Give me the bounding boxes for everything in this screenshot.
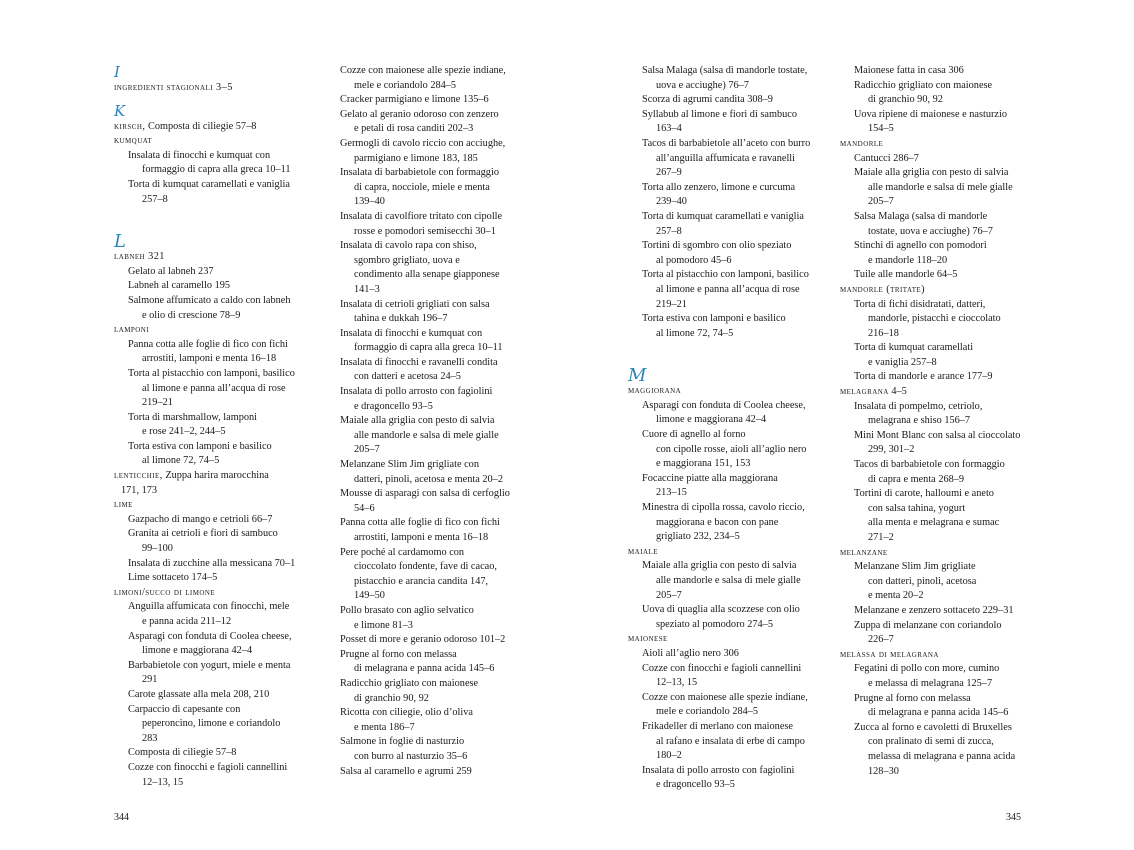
index-subentry: Uova ripiene di maionese e nasturzio <box>854 108 1007 120</box>
index-subentry-continued: 239–40 <box>656 196 687 208</box>
index-subentry-continued: arrostiti, lamponi e menta 16–18 <box>142 353 277 365</box>
index-subentry-continued: cioccolato fondente, fave di cacao, <box>354 561 497 573</box>
index-subentry: Cozze con finocchi e fagioli cannellini <box>128 761 288 773</box>
index-subentry: Cuore di agnello al forno <box>642 429 746 441</box>
index-heading-text: maggiorana <box>628 385 682 397</box>
spacer <box>114 207 310 233</box>
index-subentry-continued: e melassa di melagrana 125–7 <box>868 677 993 689</box>
index-heading <box>114 586 310 601</box>
index-subentry-continued: e rose 241–2, 244–5 <box>142 426 226 438</box>
index-subentry: Ricotta con ciliegie, olio d’oliva <box>340 707 473 719</box>
index-heading <box>628 384 828 399</box>
index-subentry: Insalata di pollo arrosto con fagiolini <box>340 386 493 398</box>
index-subentry-continued: al pomodoro 45–6 <box>656 254 732 266</box>
index-subentry-continued: 149–50 <box>354 590 385 602</box>
index-subentry-continued: alle mandorle e salsa di mele gialle <box>868 181 1013 193</box>
index-subentry: Cantucci 286–7 <box>854 152 919 164</box>
index-subentry-continued: parmigiano e limone 183, 185 <box>354 152 478 164</box>
index-heading <box>114 81 310 96</box>
index-subentry: Cracker parmigiano e limone 135–6 <box>340 94 489 106</box>
index-subentry-continued: 163–4 <box>656 123 682 135</box>
index-heading <box>114 250 310 265</box>
index-subentry: Maionese fatta in casa 306 <box>854 65 964 76</box>
index-subentry-continued: mele e coriandolo 284–5 <box>656 706 759 718</box>
index-subentry-continued: e panna acida 211–12 <box>142 616 232 627</box>
index-subentry: Mousse di asparagi con salsa di cerfoglio <box>340 488 510 500</box>
index-subentry-continued: 219–21 <box>656 298 687 310</box>
index-subentry: Scorza di agrumi candita 308–9 <box>642 94 773 106</box>
index-heading-text: ingredienti stagionali 3–5 <box>114 82 233 93</box>
index-subentry: Melanzane Slim Jim grigliate <box>854 561 976 573</box>
index-subentry: Fegatini di pollo con more, cumino <box>854 663 1000 675</box>
index-subentry: Carote glassate alla mela 208, 210 <box>128 688 270 700</box>
index-subentry-continued: di granchio 90, 92 <box>354 692 429 704</box>
index-subentry: Frikadeller di merlano con maionese <box>642 720 793 732</box>
index-subentry-continued: e olio di crescione 78–9 <box>142 309 241 321</box>
index-subentry: Panna cotta alle foglie di fico con fichi <box>128 338 288 350</box>
page-number-left: 344 <box>114 812 129 823</box>
index-subentry: Carpaccio di capesante con <box>128 703 241 715</box>
spacer <box>114 96 310 103</box>
index-subentry: Melanzane Slim Jim grigliate con <box>340 459 479 471</box>
index-subentry-continued: 271–2 <box>868 532 894 543</box>
index-heading-extra: Zuppa harira marocchina <box>162 470 269 482</box>
index-subentry: Tortini di carote, halloumi e aneto <box>854 488 994 500</box>
index-subentry-continued: 12–13, 15 <box>656 677 698 689</box>
index-subentry-continued: al limone 72, 74–5 <box>142 455 220 467</box>
index-subentry-continued: arrostiti, lamponi e menta 16–18 <box>354 532 489 543</box>
index-heading <box>628 632 828 647</box>
index-subentry-continued: alla menta e melagrana e sumac <box>868 517 1000 529</box>
index-subentry: Tuile alle mandorle 64–5 <box>854 269 958 281</box>
index-heading <box>114 323 310 338</box>
index-subentry: Melanzane e zenzero sottaceto 229–31 <box>854 604 1014 616</box>
index-subentry-continued: condimento alla senape giapponese <box>354 269 500 281</box>
index-subentry-continued: 154–5 <box>868 123 894 135</box>
index-subentry-continued: tahina e dukkah 196–7 <box>354 313 448 325</box>
index-subentry: Cozze con finocchi e fagioli cannellini <box>642 662 802 674</box>
index-subentry: Focaccine piatte alla maggiorana <box>642 472 778 484</box>
index-subentry-continued: 283 <box>142 732 158 744</box>
index-subentry: Insalata di barbabietole con formaggio <box>340 167 499 179</box>
index-subentry-continued: tostate, uova e acciughe) 76–7 <box>868 225 993 237</box>
index-subentry: Torta di mandorle e arance 177–9 <box>854 371 993 383</box>
index-subentry: Torta allo zenzero, limone e curcuma <box>642 181 796 193</box>
index-column-3 <box>628 64 828 793</box>
index-subentry: Salsa Malaga (salsa di mandorle <box>854 210 988 222</box>
index-subentry-continued: melagrana e shiso 156–7 <box>868 415 971 427</box>
index-subentry: Insalata di cavolfiore tritato con cipolle <box>340 210 503 222</box>
index-heading-text: melassa di melagrana <box>840 648 939 660</box>
index-heading <box>114 134 310 149</box>
index-subentry-continued: melassa di melagrana e panna acida <box>868 750 1016 762</box>
index-subentry-continued: limone e maggiorana 42–4 <box>142 645 253 657</box>
index-subentry-continued: 205–7 <box>656 589 682 601</box>
index-subentry: Insalata di pollo arrosto con fagiolini <box>642 764 795 776</box>
index-subentry: Anguilla affumicata con finocchi, mele <box>128 601 290 613</box>
index-subentry-continued: con cipolle rosse, aioli all’aglio nero <box>656 443 807 455</box>
index-heading-text: melanzane <box>840 546 888 558</box>
index-subentry-continued: di melagrana e panna acida 145–6 <box>868 707 1009 719</box>
index-subentry-continued: 205–7 <box>868 196 894 208</box>
index-subentry-continued: 180–2 <box>656 750 682 762</box>
index-subentry-continued: 213–15 <box>656 487 687 499</box>
index-subentry-continued: grigliato 232, 234–5 <box>656 531 740 543</box>
index-subentry: Salmone affumicato a caldo con labneh <box>128 294 291 306</box>
index-heading <box>840 385 1040 400</box>
index-subentry: Torta di marshmallow, lamponi <box>128 411 258 423</box>
index-subentry-continued: al rafano e insalata di erbe di campo <box>656 735 805 747</box>
index-subentry-continued: speziato al pomodoro 274–5 <box>656 618 773 630</box>
index-subentry: Insalata di finocchi e kumquat con <box>128 149 271 161</box>
index-subentry-continued: con datteri, pinoli, acetosa <box>868 575 977 587</box>
index-subentry-continued: di melagrana e panna acida 145–6 <box>354 663 495 675</box>
index-subentry-continued: e dragoncello 93–5 <box>354 400 433 412</box>
index-heading-text: labneh 321 <box>114 251 165 263</box>
index-subentry: Germogli di cavolo riccio con acciughe, <box>340 137 506 149</box>
index-subentry: Tortini di sgombro con olio speziato <box>642 240 792 252</box>
index-heading <box>840 137 1040 152</box>
index-subentry: Tacos di barbabietole all’aceto con burro <box>642 137 811 149</box>
index-subentry: Prugne al forno con melassa <box>854 692 971 704</box>
index-subentry: Pere poché al cardamomo con <box>340 546 465 558</box>
section-letter: K <box>114 101 126 120</box>
index-subentry: Salsa al caramello e agrumi 259 <box>340 765 472 777</box>
index-subentry: Pollo brasato con aglio selvatico <box>340 604 474 616</box>
index-subentry-continued: 299, 301–2 <box>868 444 915 456</box>
index-heading-text: maionese <box>628 633 668 645</box>
index-heading-extra: Composta di ciliegie 57–8 <box>145 120 257 132</box>
index-heading-text: melagrana <box>840 386 889 398</box>
index-subentry-continued: alle mandorle e salsa di mele gialle <box>354 429 499 441</box>
index-column-2 <box>340 64 538 779</box>
index-subentry: Asparagi con fonduta di Coolea cheese, <box>642 399 806 411</box>
index-heading <box>840 648 1040 663</box>
index-subentry: Torta al pistacchio con lamponi, basilico <box>128 367 295 379</box>
index-subentry: Torta al pistacchio con lamponi, basilico <box>642 269 809 281</box>
index-heading-text: lenticchie, <box>114 470 163 482</box>
index-subentry-continued: 99–100 <box>142 543 173 555</box>
index-subentry-continued: e petali di rosa canditi 202–3 <box>354 123 474 135</box>
index-subentry-continued: di capra, nocciole, miele e menta <box>354 181 490 193</box>
index-subentry-continued: e maggiorana 151, 153 <box>656 458 751 470</box>
index-subentry-continued: 291 <box>142 674 158 686</box>
index-entry-continued: 171, 173 <box>121 484 158 496</box>
index-subentry-continued: 257–8 <box>656 225 682 237</box>
index-subentry: Zucca al forno e cavoletti di Bruxelles <box>854 721 1012 733</box>
index-subentry-continued: datteri, pinoli, acetosa e menta 20–2 <box>354 473 503 485</box>
index-subentry-continued: 205–7 <box>354 444 380 456</box>
index-subentry-continued: 54–6 <box>354 502 375 514</box>
index-subentry: Maiale alla griglia con pesto di salvia <box>642 560 797 572</box>
index-subentry: Insalata di cetrioli grigliati con salsa <box>340 298 490 310</box>
index-heading <box>628 545 828 560</box>
index-subentry-continued: 226–7 <box>868 634 894 646</box>
index-subentry-continued: e vaniglia 257–8 <box>868 356 937 368</box>
index-subentry: Salmone in foglie di nasturzio <box>340 736 465 748</box>
index-subentry-continued: all’anguilla affumicata e ravanelli <box>656 152 796 164</box>
index-subentry: Insalata di finocchi e ravanelli condita <box>340 356 498 368</box>
index-subentry-continued: 128–30 <box>868 765 899 777</box>
index-subentry: Torta estiva con lamponi e basilico <box>128 440 272 452</box>
index-heading-extra: 4–5 <box>888 386 907 398</box>
index-subentry-continued: pistacchio e arancia candita 147, <box>354 575 489 587</box>
index-subentry: Mini Mont Blanc con salsa al cioccolato <box>854 429 1021 441</box>
index-heading-text: lamponi <box>114 324 150 336</box>
index-subentry: Torta di fichi disidratati, datteri, <box>854 298 986 310</box>
index-subentry-continued: al limone 72, 74–5 <box>656 327 734 339</box>
index-subentry: Lime sottaceto 174–5 <box>128 572 218 584</box>
index-subentry: Panna cotta alle foglie di fico con fichi <box>340 517 500 529</box>
index-subentry-continued: con salsa tahina, yogurt <box>868 502 966 514</box>
index-subentry: Gazpacho di mango e cetrioli 66–7 <box>128 513 273 525</box>
index-subentry: Posset di more e geranio odoroso 101–2 <box>340 634 506 646</box>
index-heading <box>114 498 310 513</box>
index-heading-text: maiale <box>628 545 658 557</box>
index-subentry: Cozze con maionese alle spezie indiane, <box>340 65 506 76</box>
index-subentry: Minestra di cipolla rossa, cavolo riccio, <box>642 502 805 514</box>
index-column-4 <box>840 64 1040 779</box>
index-subentry: Asparagi con fonduta di Coolea cheese, <box>128 630 292 642</box>
index-subentry-continued: sgombro grigliato, uova e <box>354 254 460 266</box>
index-subentry: Barbabietole con yogurt, miele e menta <box>128 659 291 671</box>
index-subentry-continued: 12–13, 15 <box>142 776 184 788</box>
index-heading-text: kirsch, <box>114 120 146 132</box>
index-subentry: Insalata di finocchi e kumquat con <box>340 327 483 339</box>
index-subentry-continued: 141–3 <box>354 283 380 295</box>
index-subentry: Stinchi di agnello con pomodori <box>854 240 987 252</box>
index-subentry: Torta di kumquat caramellati e vaniglia <box>128 178 290 190</box>
index-subentry: Torta di kumquat caramellati <box>854 342 974 354</box>
index-subentry-continued: e menta 20–2 <box>868 590 924 602</box>
index-subentry: Radicchio grigliato con maionese <box>340 677 479 689</box>
index-subentry-continued: rosse e pomodori semisecchi 30–1 <box>354 225 496 237</box>
index-subentry-continued: uova e acciughe) 76–7 <box>656 79 749 91</box>
index-subentry: Salsa Malaga (salsa di mandorle tostate, <box>642 65 808 76</box>
index-subentry: Gelato al geranio odoroso con zenzero <box>340 108 499 120</box>
index-subentry-continued: formaggio di capra alla greca 10–11 <box>142 164 291 176</box>
index-subentry: Torta di kumquat caramellati e vaniglia <box>642 210 804 222</box>
index-subentry-continued: limone e maggiorana 42–4 <box>656 414 767 426</box>
index-subentry-continued: al limone e panna all’acqua di rose <box>142 382 286 394</box>
index-subentry: Granita ai cetrioli e fiori di sambuco <box>128 528 278 540</box>
index-heading-text: kumquat <box>114 135 153 147</box>
index-heading <box>114 469 310 484</box>
index-subentry: Insalata di zucchine alla messicana 70–1 <box>128 557 296 569</box>
index-subentry: Cozze con maionese alle spezie indiane, <box>642 691 808 703</box>
index-heading-text: mandorle (tritate) <box>840 283 926 295</box>
index-subentry: Syllabub al limone e fiori di sambuco <box>642 108 797 120</box>
index-subentry-continued: e limone 81–3 <box>354 619 413 631</box>
index-heading-text: limoni/succo di limone <box>114 586 216 598</box>
index-subentry: Maiale alla griglia con pesto di salvia <box>854 167 1009 179</box>
index-heading <box>114 120 310 135</box>
index-subentry: Tacos di barbabietole con formaggio <box>854 459 1005 471</box>
index-subentry-continued: peperoncino, limone e coriandolo <box>142 718 281 730</box>
index-subentry-continued: e dragoncello 93–5 <box>656 779 735 791</box>
index-subentry-continued: con pralinato di semi di zucca, <box>868 736 994 748</box>
index-subentry-continued: mandorle, pistacchi e cioccolato <box>868 313 1001 325</box>
index-subentry-continued: maggiorana e bacon con pane <box>656 516 779 528</box>
page-number-right: 345 <box>1006 812 1021 823</box>
index-subentry-continued: formaggio di capra alla greca 10–11 <box>354 342 503 354</box>
index-subentry-continued: di granchio 90, 92 <box>868 94 943 106</box>
section-letter: M <box>628 365 647 387</box>
index-subentry: Insalata di cavolo rapa con shiso, <box>340 240 477 252</box>
index-subentry-continued: con datteri e acetosa 24–5 <box>354 371 461 383</box>
index-subentry-continued: 267–9 <box>656 167 682 179</box>
index-subentry: Aioli all’aglio nero 306 <box>642 647 739 659</box>
index-subentry-continued: 219–21 <box>142 397 173 409</box>
index-heading <box>840 546 1040 561</box>
index-subentry: Torta estiva con lamponi e basilico <box>642 313 786 325</box>
index-subentry: Composta di ciliegie 57–8 <box>128 747 237 759</box>
index-subentry: Maiale alla griglia con pesto di salvia <box>340 415 495 427</box>
index-subentry: Radicchio grigliato con maionese <box>854 79 993 91</box>
index-subentry-continued: al limone e panna all’acqua di rose <box>656 283 800 295</box>
index-subentry: Zuppa di melanzane con coriandolo <box>854 619 1002 631</box>
index-subentry-continued: 257–8 <box>142 193 168 205</box>
index-heading-text: lime <box>114 499 133 511</box>
index-subentry: Insalata di pompelmo, cetriolo, <box>854 400 983 412</box>
index-column-1 <box>114 64 310 790</box>
index-subentry-continued: con burro al nasturzio 35–6 <box>354 750 468 762</box>
section-letter: L <box>114 231 126 253</box>
index-subentry-continued: mele e coriandolo 284–5 <box>354 79 457 91</box>
index-subentry: Gelato al labneh 237 <box>128 265 214 277</box>
index-subentry-continued: di capra e menta 268–9 <box>868 473 965 485</box>
index-subentry: Uova di quaglia alla scozzese con olio <box>642 604 800 616</box>
index-subentry: Prugne al forno con melassa <box>340 648 457 660</box>
index-heading-text: mandorle <box>840 137 884 149</box>
index-subentry: Labneh al caramello 195 <box>128 280 231 292</box>
section-letter: I <box>114 63 120 81</box>
index-heading <box>840 283 1040 298</box>
index-subentry-continued: e menta 186–7 <box>354 721 415 733</box>
spacer <box>628 341 828 367</box>
index-subentry-continued: alle mandorle e salsa di mele gialle <box>656 575 801 586</box>
index-subentry-continued: e mandorle 118–20 <box>868 254 948 266</box>
index-subentry-continued: 216–18 <box>868 327 899 339</box>
index-subentry-continued: 139–40 <box>354 196 385 208</box>
